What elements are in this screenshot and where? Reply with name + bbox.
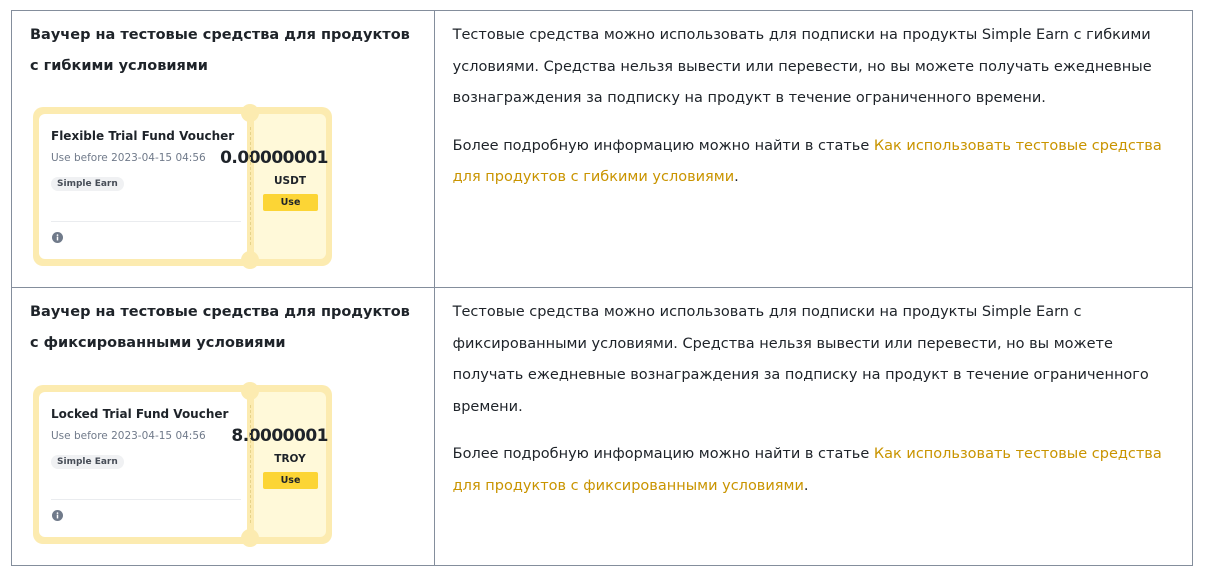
more-info-text: Более подробную информацию можно найти в статье [452, 137, 874, 154]
voucher-description-cell [435, 11, 1193, 288]
info-icon[interactable] [52, 510, 63, 521]
info-icon[interactable] [52, 232, 63, 243]
use-button[interactable]: Use [263, 194, 318, 211]
more-info-suffix: . [734, 169, 739, 185]
voucher-amount: 0.00000001 [220, 148, 328, 168]
more-info-paragraph [453, 131, 1174, 194]
more-info-text: Более подробную информацию можно найти в статье [452, 446, 874, 462]
voucher-stub [231, 392, 328, 537]
voucher-notch [241, 382, 259, 400]
voucher-description: Тестовые средства можно использовать для подписки на продукты Simple Earn с гибкими условиями. Средства нельзя вывести или перевести, но вы можете получать ежедневные вознаграждения за подписку на продукт в течение ограниченного времени. [452, 27, 1152, 106]
voucher-card [33, 107, 332, 266]
voucher-notch [241, 251, 259, 269]
voucher-card [33, 385, 332, 544]
voucher-name-cell [12, 11, 435, 288]
voucher-expiry-date: Use before 2023-04-15 04:56 [51, 430, 206, 442]
voucher-title: Locked Trial Fund Voucher [51, 407, 229, 421]
voucher-name-cell [12, 288, 435, 566]
voucher-perforation [250, 405, 251, 523]
voucher-notch [241, 529, 259, 547]
voucher-product-tag: Simple Earn [51, 177, 124, 191]
voucher-description: Тестовые средства можно использовать для подписки на продукты Simple Earn с фиксированными условиями. Средства нельзя вывести или перевести, но вы можете получать ежедневные вознаграждения за подписку на продукт в течение ограниченного времени. [452, 304, 1149, 415]
voucher-asset: USDT [274, 175, 306, 187]
voucher-perforation [250, 127, 251, 245]
voucher-type-title: Ваучер на тестовые средства для продуктов с фиксированными условиями [30, 304, 410, 351]
voucher-table [11, 10, 1193, 566]
voucher-divider [51, 499, 241, 500]
table-row [12, 288, 1193, 566]
voucher-body [39, 114, 247, 259]
voucher-divider [51, 221, 241, 222]
voucher-title: Flexible Trial Fund Voucher [51, 129, 235, 143]
voucher-asset: TROY [274, 453, 306, 465]
voucher-product-tag: Simple Earn [51, 455, 124, 469]
voucher-stub [220, 114, 328, 259]
voucher-expiry-date: Use before 2023-04-15 04:56 [51, 152, 206, 164]
use-button[interactable]: Use [263, 472, 318, 489]
voucher-body [39, 392, 247, 537]
voucher-amount: 8.0000001 [231, 426, 328, 446]
voucher-description-cell [435, 288, 1193, 566]
article-link[interactable]: Как использовать тестовые средства для продуктов с гибкими условиями [452, 137, 1162, 185]
voucher-notch [241, 104, 259, 122]
voucher-type-title: Ваучер на тестовые средства для продуктов с гибкими условиями [30, 27, 410, 74]
table-row [12, 11, 1193, 288]
more-info-paragraph [453, 439, 1174, 502]
article-link[interactable]: Как использовать тестовые средства для продуктов с фиксированными условиями [452, 446, 1162, 494]
more-info-suffix: . [803, 477, 809, 494]
